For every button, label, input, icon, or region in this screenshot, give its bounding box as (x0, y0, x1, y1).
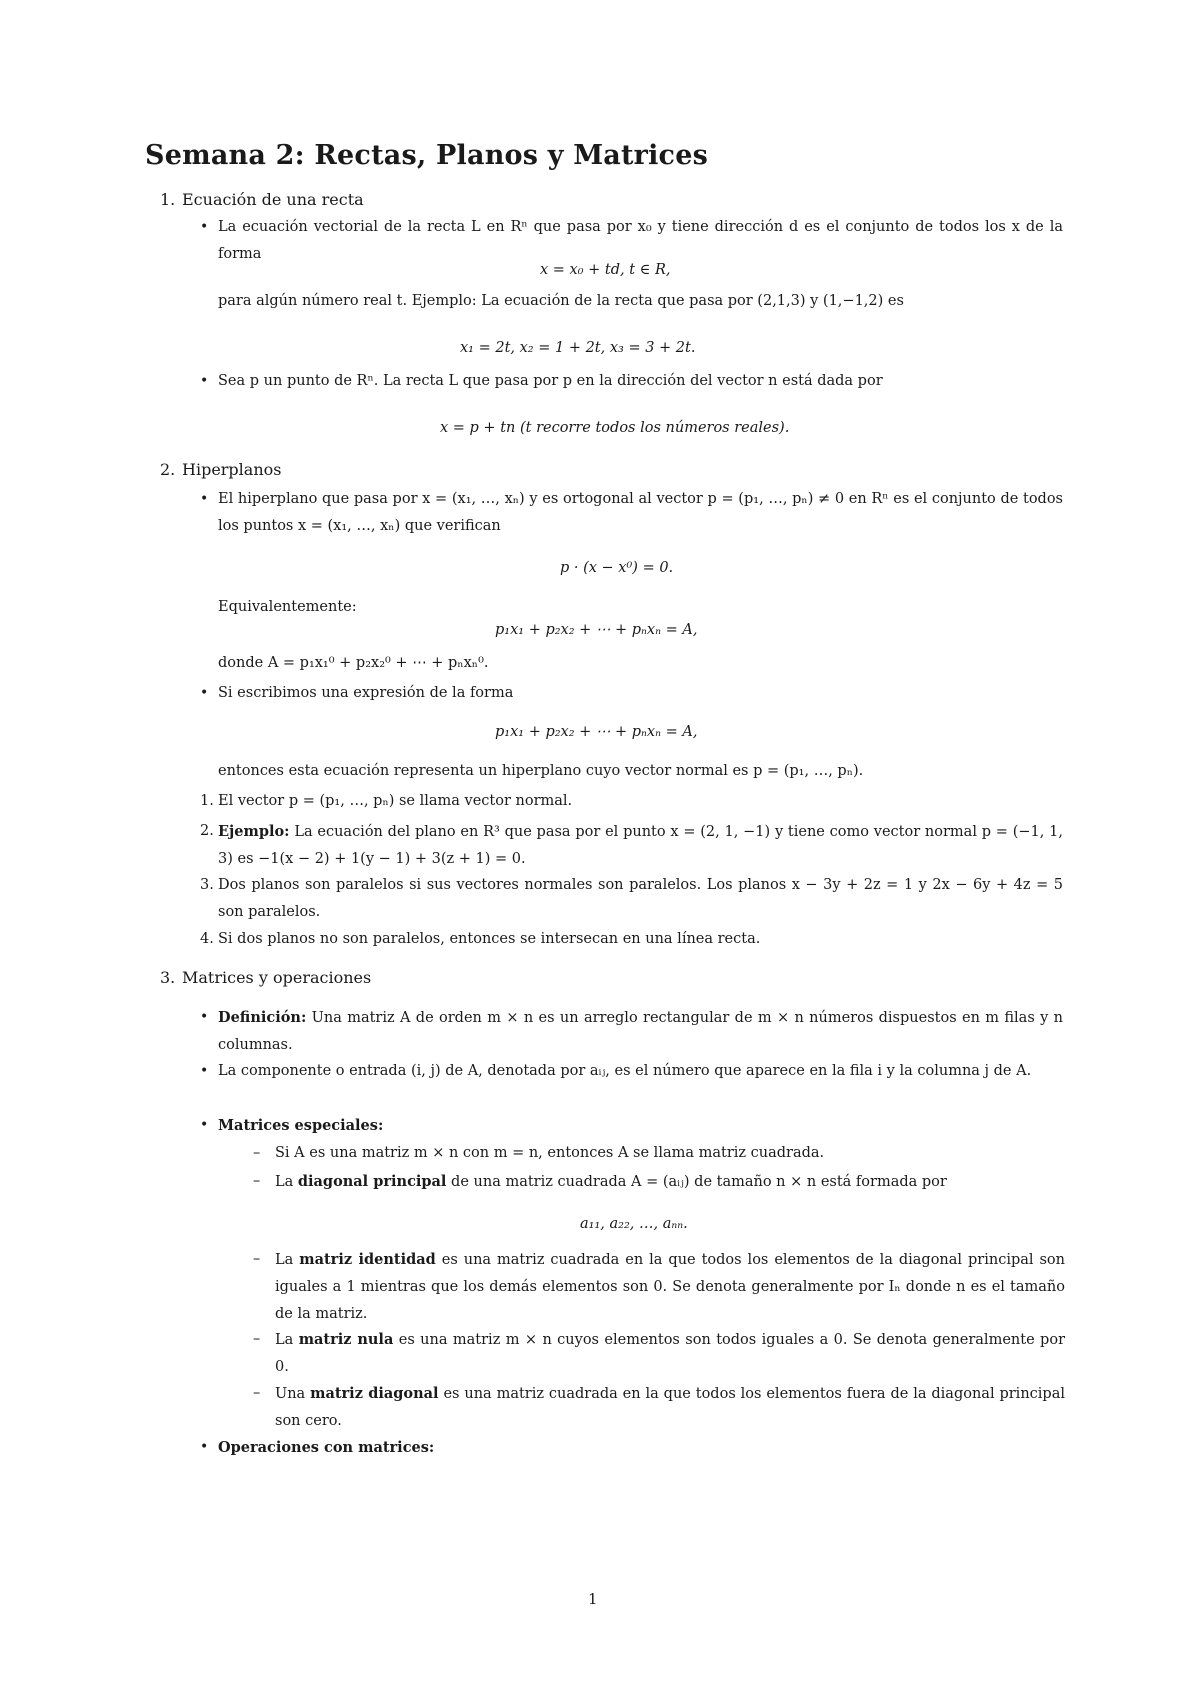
item-text: La componente o entrada (i, j) de A, denotada por aᵢⱼ, es el número que aparece en la fila i y la columna j de A. (218, 1063, 1032, 1079)
section-heading-1 (160, 190, 364, 209)
page-title: Semana 2: Rectas, Planos y Matrices (145, 140, 708, 171)
sub-item (253, 1140, 1065, 1167)
numbered-item (200, 818, 1063, 873)
item-text: El hiperplano que pasa por x = (x₁, …, xₙ) y es ortogonal al vector p = (p₁, …, pₙ) ≠ 0 en Rⁿ es el conjunto de todos los puntos x = (x₁, …, xₙ) que verifican (218, 491, 1063, 534)
list-item (200, 1112, 1063, 1140)
paragraph: Equivalentemente: (218, 599, 357, 615)
term-label: diagonal principal (297, 1173, 447, 1190)
list-item (200, 1434, 1063, 1462)
item-text: La (275, 1174, 298, 1190)
item-text: es una matriz cuadrada en la que todos los elementos fuera de la diagonal principal son cero. (275, 1386, 1065, 1429)
bullet-icon: • (200, 1117, 209, 1133)
item-label: Matrices especiales: (218, 1117, 384, 1134)
list-item (200, 1004, 1063, 1059)
item-text: El vector p = (p₁, …, pₙ) se llama vector normal. (218, 793, 573, 809)
bullet-icon: • (200, 491, 209, 507)
item-number: 2. (200, 823, 214, 839)
sub-item (253, 1380, 1065, 1435)
item-text: es una matriz cuadrada en la que todos los elementos de la diagonal principal son iguales a 1 mientras que los demás elementos son 0. Se denota generalmente por Iₙ donde n es el tamaño de la matriz. (275, 1252, 1065, 1322)
equation: x = p + tn (t recorre todos los números reales). (440, 420, 790, 436)
item-number: 3. (200, 877, 214, 893)
item-text: de una matriz cuadrada A = (aᵢⱼ) de tamaño n × n está formada por (446, 1174, 947, 1190)
paragraph: entonces esta ecuación representa un hiperplano cuyo vector normal es p = (p₁, …, pₙ). (218, 763, 864, 779)
section-title: Matrices y operaciones (182, 968, 372, 987)
dash-icon: – (253, 1173, 261, 1189)
bullet-icon: • (200, 685, 209, 701)
sub-item (253, 1168, 1065, 1196)
sub-item (253, 1326, 1065, 1381)
list-item (200, 680, 1063, 707)
sub-item (253, 1246, 1065, 1328)
equation: a₁₁, a₂₂, …, aₙₙ. (580, 1216, 688, 1232)
item-text: La (275, 1252, 300, 1268)
list-item (200, 368, 1063, 395)
item-text: La ecuación vectorial de la recta L en Rⁿ que pasa por x₀ y tiene dirección d es el conjunto de todos los x de la forma (218, 219, 1063, 262)
term-label: matriz nula (298, 1331, 394, 1348)
item-text: es una matriz m × n cuyos elementos son todos iguales a 0. Se denota generalmente por 0. (275, 1332, 1065, 1375)
numbered-item (200, 788, 1063, 815)
item-text: La (275, 1332, 299, 1348)
numbered-item (200, 926, 1063, 953)
item-text: La ecuación del plano en R³ que pasa por el punto x = (2, 1, −1) y tiene como vector normal p = (−1, 1, 3) es −1(x − 2) + 1(y − 1) + 3(z + 1) = 0. (218, 824, 1063, 867)
section-title: Ecuación de una recta (182, 190, 364, 209)
item-text: Dos planos son paralelos si sus vectores normales son paralelos. Los planos x − 3y + 2z = 1 y 2x − 6y + 4z = 5 son paralelos. (218, 877, 1063, 920)
item-label: Operaciones con matrices: (218, 1439, 435, 1456)
item-text: Sea p un punto de Rⁿ. La recta L que pasa por p en la dirección del vector n está dada por (218, 373, 883, 389)
item-text: Si escribimos una expresión de la forma (218, 685, 514, 701)
item-text: Una (275, 1386, 311, 1402)
list-item (200, 214, 1063, 268)
equation: p · (x − x⁰) = 0. (560, 560, 674, 576)
example-label: Ejemplo: (218, 823, 290, 840)
dash-icon: – (253, 1385, 261, 1401)
term-label: matriz diagonal (310, 1385, 439, 1402)
paragraph: donde A = p₁x₁⁰ + p₂x₂⁰ + ⋯ + pₙxₙ⁰. (218, 655, 489, 671)
bullet-icon: • (200, 373, 209, 389)
section-heading-2 (160, 460, 281, 479)
item-text: Si dos planos no son paralelos, entonces se intersecan en una línea recta. (218, 931, 761, 947)
item-number: 4. (200, 931, 214, 947)
numbered-item (200, 872, 1063, 926)
dash-icon: – (253, 1145, 261, 1161)
item-text: Una matriz A de orden m × n es un arreglo rectangular de m × n números dispuestos en m filas y n columnas. (218, 1010, 1063, 1053)
list-item (200, 486, 1063, 540)
equation: p₁x₁ + p₂x₂ + ⋯ + pₙxₙ = A, (495, 622, 698, 638)
section-heading-3 (160, 968, 371, 987)
term-label: matriz identidad (299, 1251, 436, 1268)
list-item (200, 1058, 1063, 1085)
equation: p₁x₁ + p₂x₂ + ⋯ + pₙxₙ = A, (495, 724, 698, 740)
section-number: 2. (160, 460, 176, 479)
equation: x = x₀ + td, t ∈ R, (540, 262, 671, 278)
bullet-icon: • (200, 1439, 209, 1455)
equation: x₁ = 2t, x₂ = 1 + 2t, x₃ = 3 + 2t. (460, 340, 696, 356)
bullet-icon: • (200, 219, 209, 235)
section-title: Hiperplanos (182, 460, 282, 479)
paragraph: para algún número real t. Ejemplo: La ecuación de la recta que pasa por (2,1,3) y (1,−1,2) es (218, 293, 904, 309)
bullet-icon: • (200, 1063, 209, 1079)
item-text: Si A es una matriz m × n con m = n, entonces A se llama matriz cuadrada. (275, 1145, 825, 1161)
section-number: 1. (160, 190, 176, 209)
page-number: 1 (588, 1590, 598, 1608)
item-number: 1. (200, 793, 214, 809)
dash-icon: – (253, 1251, 261, 1267)
section-number: 3. (160, 968, 176, 987)
definition-label: Definición: (218, 1009, 307, 1026)
dash-icon: – (253, 1331, 261, 1347)
bullet-icon: • (200, 1009, 209, 1025)
